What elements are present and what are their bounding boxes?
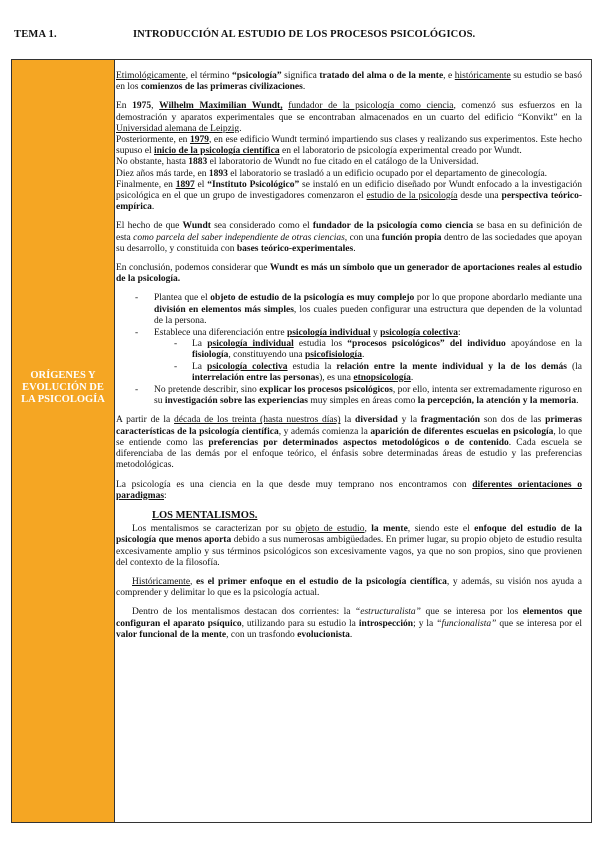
paragraph-wundt-history: En 1975, Wilhelm Maximilian Wundt, fundador de la psicología como ciencia, comenzó sus esfuerzos en la demostración y aparatos experimentales que se encontraban almacenados en un cuarto del edificio “Konvikt” en la Universidad alemana de Leipzig. Posteriormente, en 1979, en ese edificio Wundt terminó impartiendo sus clases y realizando sus experimentos. Este hecho supuso el inicio de la psicología científica en el laboratorio de psicología experimental creado por Wundt. No obstante, hasta 1883 el laboratorio de Wundt no fue citado en el catálogo de la Universidad. Diez años más tarde, en 1893 el laboratorio se trasladó a un edificio ocupado por el departamento de ginecología. Finalmente, en 1897 el “Instituto Psicológico” se instaló en un edificio diseñado por Wundt enfocado a la investigación psicológica en el que un grupo de investigadores comenzaron el estudio de la psicología desde una perspectiva teórico-empírica. <box>116 101 583 213</box>
paragraph-currents: Dentro de los mentalismos destacan dos corrientes: la “estructuralista” que se interesa por los elementos que configuran el aparato psíquico, utilizando para su estudio la introspección; y la “funcionalista” que se interesa por el valor funcional de la mente, con un trasfondo evolucionista. <box>116 607 582 640</box>
paragraph-schools: A partir de la década de los treinta (hasta nuestros días) la diversidad y la fragmentación son dos de las primeras características de la psicología científica, y además comienza la aparición de diferentes escuelas en psicología, lo que se entiende como las preferencias por determinados aspectos metodológicos o de contenido. Cada escuela se diferenciaba de las demás por el enfoque teórico, el énfasis sobre determinadas áreas de estudio y las preferencias metodológicas. <box>116 415 582 471</box>
wundt-points-list <box>116 293 582 407</box>
section-subheading: LOS MENTALISMOS. <box>152 509 258 521</box>
paragraph-wundt-founder: El hecho de que Wundt sea considerado como el fundador de la psicología como ciencia se basa en su definición de esta como parcela del saber independiente de otras ciencias, con una función propia dentro de las sociedades que apoyan su desarrollo, y constituida con bases teórico-experimentales. <box>116 221 583 254</box>
sub-list-item: - La psicología colectiva estudia la relación entre la mente individual y la de los demás (la interrelación entre las personas), es una etnopsicología. <box>154 362 582 384</box>
sub-list-item: - La psicología individual estudia los “procesos psicológicos” del individuo apoyándose en la fisiología, constituyendo una psicofisiología. <box>154 339 582 361</box>
section-label: ORÍGENES Y EVOLUCIÓN DE LA PSICOLOGÍA <box>21 370 105 405</box>
list-item: - No pretende describir, sino explicar los procesos psicológicos, por ello, intenta ser extremadamente riguroso en su investigación sobre las experiencias muy simples en áreas como la percepción, la atención y la memoria. <box>116 385 582 407</box>
section-label-cell <box>12 60 115 822</box>
list-item: - Plantea que el objeto de estudio de la psicología es muy complejo por lo que propone abordarlo mediante una división en elementos más simples, los cuales pueden configurar una estructura que dependen de la voluntad de la persona. <box>116 293 582 327</box>
paragraph-historically: Históricamente, es el primer enfoque en el estudio de la psicología científica, y además, su visión nos ayuda a comprender y delimitar lo que es la psicología actual. <box>116 576 582 599</box>
paragraph-etymology: Etimológicamente, el término “psicología” significa tratado del alma o de la mente, e históricamente su estudio se basó en los comienzos de las primeras civilizaciones. <box>116 71 582 93</box>
sub-list <box>154 339 582 384</box>
document-title: INTRODUCCIÓN AL ESTUDIO DE LOS PROCESOS PSICOLÓGICOS. <box>133 29 476 40</box>
paragraph-mentalisms: Los mentalismos se caracterizan por su objeto de estudio, la mente, siendo este el enfoque del estudio de la psicología que menos aporta debido a sus numerosas ambigüedades. En primer lugar, su propio objeto de estudio resulta excesivamente amplio y sus términos psicológicos son excesivamente vagos, ya que no son propios, sino que provienen del contexto de la filosofía. <box>116 524 582 568</box>
list-item: - Establece una diferenciación entre psicología individual y psicología colectiva: - La psicología individual estudia los “procesos psicológicos” del individuo apoyándose en la fisiología, constituyendo una psicofisiología. - La psicología colectiva estudia la relación entre la mente individual y la de los demás (la interrelación entre las personas), es una etnopsicología. <box>116 328 582 384</box>
content-cell <box>116 71 582 649</box>
paragraph-paradigms: La psicología es una ciencia en la que desde muy temprano nos encontramos con diferentes orientaciones o paradigmas: <box>116 479 582 501</box>
chapter-label: TEMA 1. <box>14 29 57 40</box>
paragraph-conclusion: En conclusión, podemos considerar que Wundt es más un símbolo que un generador de aportaciones reales al estudio de la psicología. <box>116 263 583 285</box>
content-table <box>11 59 592 823</box>
page-header <box>0 0 600 60</box>
